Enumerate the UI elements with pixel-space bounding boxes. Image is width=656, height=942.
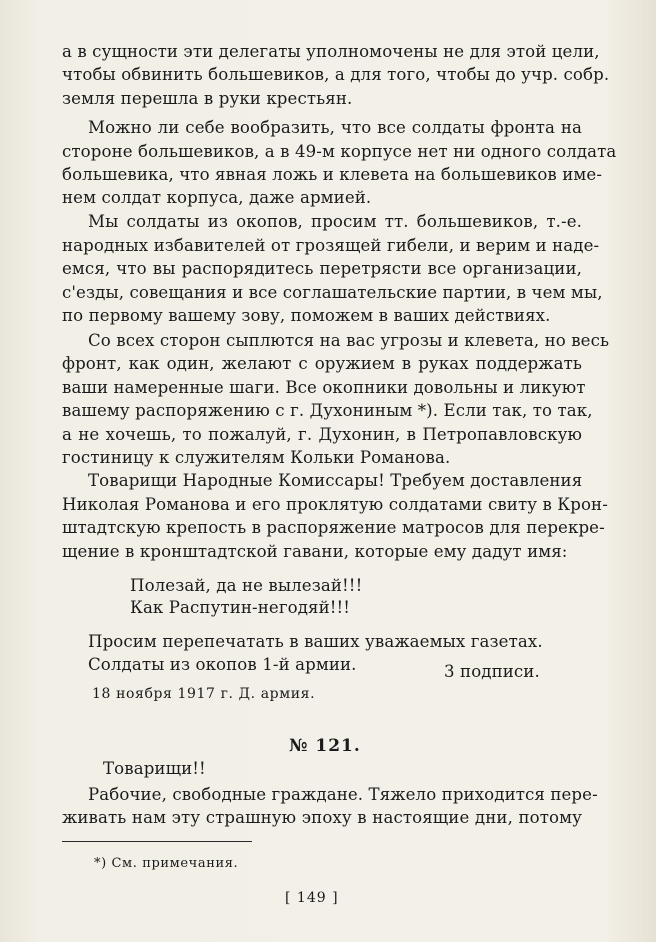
verse-line: Как Распутин-негодяй!!! [130,598,351,617]
text-line: с'езды, совещания и все соглашательские партии, в чем мы, [62,283,603,302]
text-line: а не хочешь, то пожалуй, г. Духонин, в Петропавловскую [62,425,582,444]
footnote: *) См. примечания. [94,856,239,871]
footnote-divider [62,841,252,842]
text-line: народных избавителей от грозящей гибели, и верим и наде- [62,236,600,255]
paragraph-start-line: Мы солдаты из окопов, просим тт. большевиков, т.-е. [88,212,582,231]
text-line: Николая Романова и его проклятую солдатами свиту в Крон- [62,495,608,514]
text-line: гостиницу к служителям Кольки Романова. [62,448,451,467]
text-line: щение в кронштадтской гавани, которые ему дадут имя: [62,542,568,561]
paragraph-start-line: Можно ли себе вообразить, что все солдаты фронта на [88,118,582,137]
text-line: земля перешла в руки крестьян. [62,89,353,108]
paragraph-start-line: Товарищи Народные Комиссары! Требуем доставления [88,471,583,490]
date-line: 18 ноября 1917 г. Д. армия. [92,686,316,702]
text-line: стороне большевиков, а в 49-м корпусе нет ни одного солдата [62,142,617,161]
document-number: № 121. [289,736,361,756]
text-line: вашему распоряжению с г. Духониным *). Если так, то так, [62,401,593,420]
text-line: чтобы обвинить большевиков, а для того, чтобы до учр. собр. [62,65,610,84]
text-line: фронт, как один, желают с оружием в руках поддержать [62,354,582,373]
verse-line: Полезай, да не вылезай!!! [130,576,363,595]
text-line: по первому вашему зову, поможем в ваших действиях. [62,306,551,325]
greeting: Товарищи!! [103,759,206,778]
text-line: нем солдат корпуса, даже армией. [62,188,372,207]
text-line: емся, что вы распорядитесь перетрясти все организации, [62,259,582,278]
signature-right: 3 подписи. [444,662,540,681]
text-line: большевика, что явная ложь и клевета на большевиков име- [62,165,603,184]
body-line: Рабочие, свободные граждане. Тяжело приходится пере- [88,785,598,804]
text-line: ваши намеренные шаги. Все окопники довольны и ликуют [62,378,586,397]
reprint-request: Просим перепечатать в ваших уважаемых газетах. [88,632,543,651]
page-number: [ 149 ] [285,890,339,906]
paragraph-start-line: Со всех сторон сыплются на вас угрозы и клевета, но весь [88,331,610,350]
signature-left: Солдаты из окопов 1-й армии. [88,655,357,674]
text-line: штадтскую крепость в распоряжение матросов для перекре- [62,518,605,537]
body-line: живать нам эту страшную эпоху в настоящие дни, потому [62,808,582,827]
text-line: а в сущности эти делегаты уполномочены не для этой цели, [62,42,600,61]
